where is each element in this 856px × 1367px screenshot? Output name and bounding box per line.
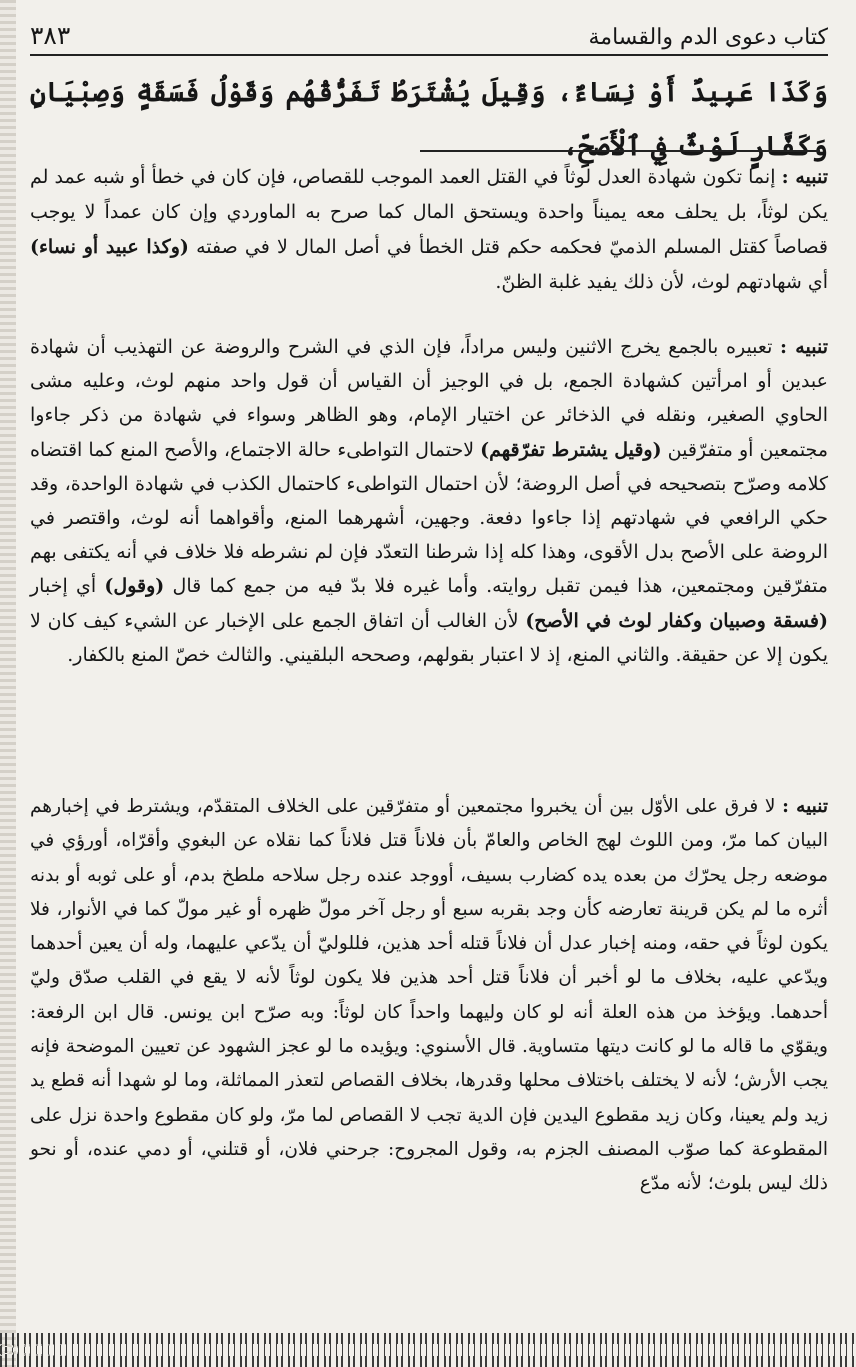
commentary-paragraph xyxy=(30,160,828,300)
page-number: ٣٨٣ xyxy=(30,21,71,50)
page-header xyxy=(30,12,828,56)
commentary-paragraph xyxy=(30,330,828,672)
commentary-text: لاحتمال التواطىء حالة الاجتماع، والأصح المنع كما اقتضاه كلامه وصرّح بتصحيحه في أصل الروضة؛ لأن احتمال التواطىء كاحتمال الكذب في شهادة الواحدة، وقد حكي الرافعي في شهادتهم إذا جاءوا دفعة. وجهين، أشهرهما المنع، وأقواهما أنه لوث، واقتصر في الروضة على الأصح بدل الأقوى، وهذا كله إذا شرطنا التعدّد فإن لم نشرطه فلا خلاف في أنه يكتفى بهم متفرّقين ومجتمعين، هذا فيمن تقبل روايته. وأما غيره فلا بدّ فيه من جمع كما قال xyxy=(30,438,828,598)
commentary-text: لأن الغالب أن اتفاق الجمع على الإخبار عن الشيء كيف كان لا يكون إلا عن حقيقة. والثاني المنع، إذ لا اعتبار بقولهم، وصححه البلقيني. والثالث خصّ المنع بالكفار. xyxy=(30,609,828,666)
page-binding-edge xyxy=(0,0,16,1367)
commentary-text: أي إخبار xyxy=(30,575,105,598)
quoted-matn: (وقول) xyxy=(104,575,165,598)
commentary-paragraph xyxy=(30,790,828,1202)
commentary-text: تعبيره بالجمع يخرج الاثنين وليس مراداً، فإن الذي في الشرح والروضة عن التهذيب أن شهادة عبدين أو امرأتين كشهادة الجمع، بل في الوجيز أن القياس أن قول واحد منهم لوث، وعليه مشى الحاوي الصغير، ونقله في الذخائر عن اختيار الإمام، وهو الظاهر وسواء في شهادة من ذكر جاءوا مجتمعين أو متفرّقين xyxy=(30,336,829,461)
matn-divider xyxy=(420,150,820,152)
paragraph-lead: تنبيه : xyxy=(780,336,828,358)
running-head: كتاب دعوى الدم والقسامة xyxy=(588,25,828,50)
quoted-matn: (فسقة وصبيان وكفار لوث في الأصح) xyxy=(525,609,828,632)
quoted-matn: (وقيل يشترط تفرّقهم) xyxy=(480,438,662,461)
paragraph-lead: تنبيه : xyxy=(782,796,828,817)
matn-text: وَكَذَا عَبِيدٌ أَوْ نِسَاءٌ، وَقِيلَ يُشْتَرَطُ تَفَرُّقُهُم وَقَوْلُ فَسَقَةٍ وَصِبْيَانٍ وَكَفَّارٍ لَوْثٌ فِي ٱلْأَصَحِّ، xyxy=(30,77,828,162)
quoted-matn: (وكذا عبيد أو نساء) xyxy=(30,236,189,258)
commentary-text: لا فرق على الأوّل بين أن يخبروا مجتمعين أو متفرّقين على الخلاف المتقدّم، ويشترط في إخبارهم البيان كما مرّ، ومن اللوث لهج الخاص والعامّ بأن فلاناً قتل فلاناً كما نقلاه عن البغوي وأقرّاه، أورؤي في موضعه رجل يحرّك من بعده يده كضارب بسيف، أووجد عنده رجل سلاحه ملطخ بدم، أو على ثوبه أو بدنه أثره ما لم يكن قرينة تعارضه كأن وجد بقربه سبع أو رجل آخر مولّ ظهره أو غير مولّ كما في الأنوار، فلا يكون لوثاً في حقه، ومنه إخبار عدل أن فلاناً قتله أحد هذين، فللوليّ أن يدّعي عليهما، وله أن يعين أحدهما ويدّعي عليه، بخلاف ما لو أخبر أن فلاناً قتل أحد هذين فلا يكون لوثاً لأنه لا يقع في القلب صدّق وليّ أحدهما. ويؤخذ من هذه العلة أنه لو كان وليهما واحداً كان لوثاً: وبه صرّح ابن يونس. قال ابن الرفعة: ويقوّي ما قاله ما لو كانت ديتها متساوية. قال الأسنوي: ويؤيده ما لو عجز الشهود عن تعيين الموضحة فإنه يجب الأرش؛ لأنه لا يختلف باختلاف محلها وقدرها، بخلاف القصاص لتعذر المماثلة، وما لو شهدا أنه قطع يد زيد ولم يعينا، وكان زيد مقطوع اليدين فإن الدية تجب لا القصاص لما مرّ، ولو كان مقطوع واحدة نزل على المقطوعة كما صوّب المصنف الجزم به، وقول المجروح: جرحني فلان، أو قتلني، أو دمي عنده، أو نحو ذلك ليس بلوث؛ لأنه مدّع xyxy=(30,796,828,1195)
commentary-text: إنما تكون شهادة العدل لوثاً في القتل العمد الموجب للقصاص، فإن كان في خطأ أو شبه عمد لم يكن لوثاً، بل يحلف معه يميناً واحدة ويستحق المال كما صرح به الماوردي وإن كان عمداً لا يوجب قصاصاً كقتل المسلم الذميّ فحكمه حكم قتل الخطأ في أصل المال لا في صفته xyxy=(30,166,828,258)
commentary-text: أي شهادتهم لوث، لأن ذلك يفيد غلبة الظنّ. xyxy=(495,271,828,293)
paragraph-lead: تنبيه : xyxy=(781,166,828,188)
ornamental-border xyxy=(0,1333,856,1367)
